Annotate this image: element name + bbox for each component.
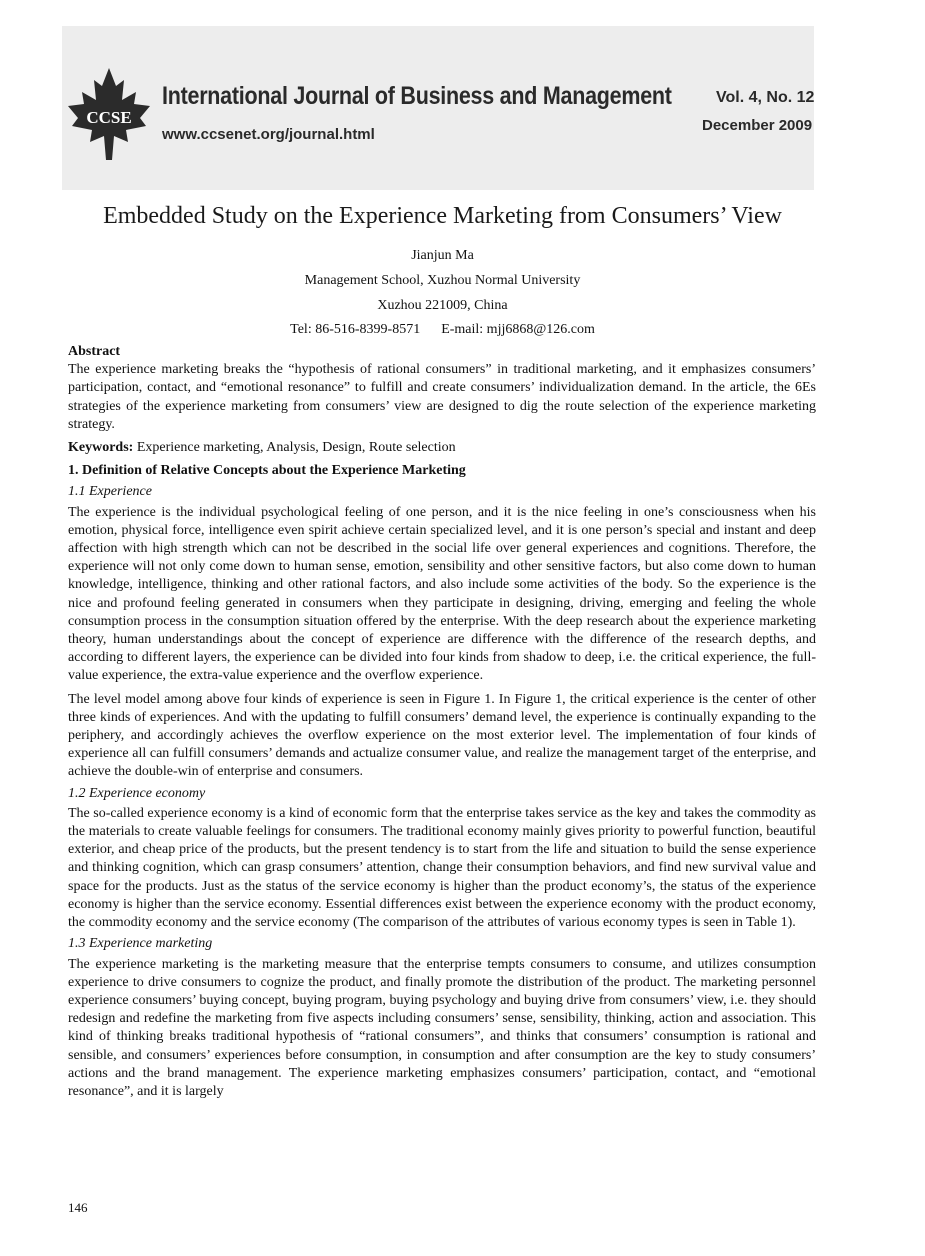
section-1-heading: 1. Definition of Relative Concepts about the Experience Marketing: [68, 463, 466, 479]
paper-body: [68, 343, 816, 1101]
author-affiliation: Management School, Xuzhou Normal University: [304, 273, 581, 288]
section-1-3-heading: 1.3 Experience marketing: [68, 936, 213, 952]
section-1-1-heading: 1.1 Experience: [68, 484, 152, 500]
journal-url: www.ccsenet.org/journal.html: [162, 126, 375, 143]
maple-leaf-logo: [64, 66, 154, 162]
logo-text: CCSE: [86, 108, 132, 127]
abstract-text: The experience marketing breaks the “hypothesis of rational consumers” in traditional marketing, and it emphasizes consumers’ participation, contact, and “emotional resonance” to fulfill and create consumers’ individualization demand. In the article, the 6Es strategies of the experience marketing from consumers’ view are designed to dig the route selection of the experience marketing strategy.: [68, 362, 816, 432]
journal-date: December 2009: [702, 117, 813, 134]
section-1-3-paragraph-1: The experience marketing is the marketing measure that the enterprise tempts consumers to consume, and utilizes consumption experience to drive consumers to cognize the product, and finally promote the distribution of the product. The marketing personnel experience consumers’ buying concept, buying program, buying psychology and buying drive from consumers’ view, i.e. they should redesign and redefine the marketing from five aspects including consumers’ sense, sensibility, thinking, action and association. This kind of thinking breaks traditional hypothesis of “rational consumers”, and thinks that consumers’ consumption is rational and sensible, and consumers’ experiences before consumption, in consumption and after consumption are the key to study consumers’ actions and the brand management. The experience marketing emphasizes consumers’ participation, contact, and “emotional resonance”, and it is largely: [68, 956, 816, 1099]
keywords-label: Keywords:: [68, 440, 134, 456]
journal-volume: Vol. 4, No. 12: [716, 89, 815, 106]
page-number: 146: [68, 1200, 88, 1215]
abstract-heading: Abstract: [68, 344, 121, 359]
author-contact: Tel: 86-516-8399-8571 E-mail: mjj6868@126.com: [290, 322, 595, 337]
section-1-1-paragraph-2: The level model among above four kinds of experience is seen in Figure 1. In Figure 1, the critical experience is the center of other three kinds of experiences. And with the updating to fulfill consumers’ demand level, the experience is continually expanding to the periphery, and accordingly achieves the overflow experience on the most exterior level. The implementation of four kinds of experience all can fulfill consumers’ demands and actualize consumer value, and realize the management target of the enterprise, and achieve the double-win of enterprise and consumers.: [68, 691, 816, 780]
author-address: Xuzhou 221009, China: [377, 298, 508, 313]
journal-title: International Journal of Business and Management: [162, 82, 672, 110]
keywords: [68, 439, 816, 457]
keywords-text: Experience marketing, Analysis, Design, Route selection: [133, 440, 456, 456]
section-1-2-heading: 1.2 Experience economy: [68, 785, 206, 801]
section-1-2-paragraph-1: The so-called experience economy is a kind of economic form that the enterprise takes service as the key and takes the commodity as the materials to create valuable feelings for consumers. The traditional economy mainly gives priority to powerful function, beautiful exterior, and cheap price of the products, but the present tendency is to start from the life and situation to build the sense experience and thinking cognition, which can grasp consumers’ attention, change their consumption behaviors, and find new survival value and space for the products. Just as the status of the service economy is higher than the product economy’s, the status of the experience economy is higher than the service economy. Essential differences exist between the experience economy with the product economy, the commodity economy and the service economy (The comparison of the attributes of various economy types is seen in Table 1).: [68, 805, 816, 931]
author-name: Jianjun Ma: [411, 248, 474, 263]
section-1-1-paragraph-1: The experience is the individual psychological feeling of one person, and it is the nice feeling in one’s consciousness when his emotion, physical force, intelligence even spirit achieve certain specialized level, and it is one person’s special and instant and deep affection with high strength which can not be described in the social life over general experiences and cognitions. Therefore, the experience will not only come down to human sense, emotion, sensibility and other sensitive factors, but also come down to human knowledge, intelligence, thinking and other rational factors, and also include some activities of the body. So the experience is the nice and profound feeling generated in consumers when they participate in designing, driving, emerging and feeling the whole consumption process in the consumption situation offered by the enterprise. With the deep research about the experience marketing theory, human understandings about the concept of experience are difference with the difference of the research depths, and according to different layers, the experience can be divided into four kinds from shadow to deep, i.e. the critical experience, the full-value experience, the extra-value experience and the overflow experience.: [68, 504, 816, 684]
paper-title: Embedded Study on the Experience Marketing from Consumers’ View: [103, 203, 782, 229]
